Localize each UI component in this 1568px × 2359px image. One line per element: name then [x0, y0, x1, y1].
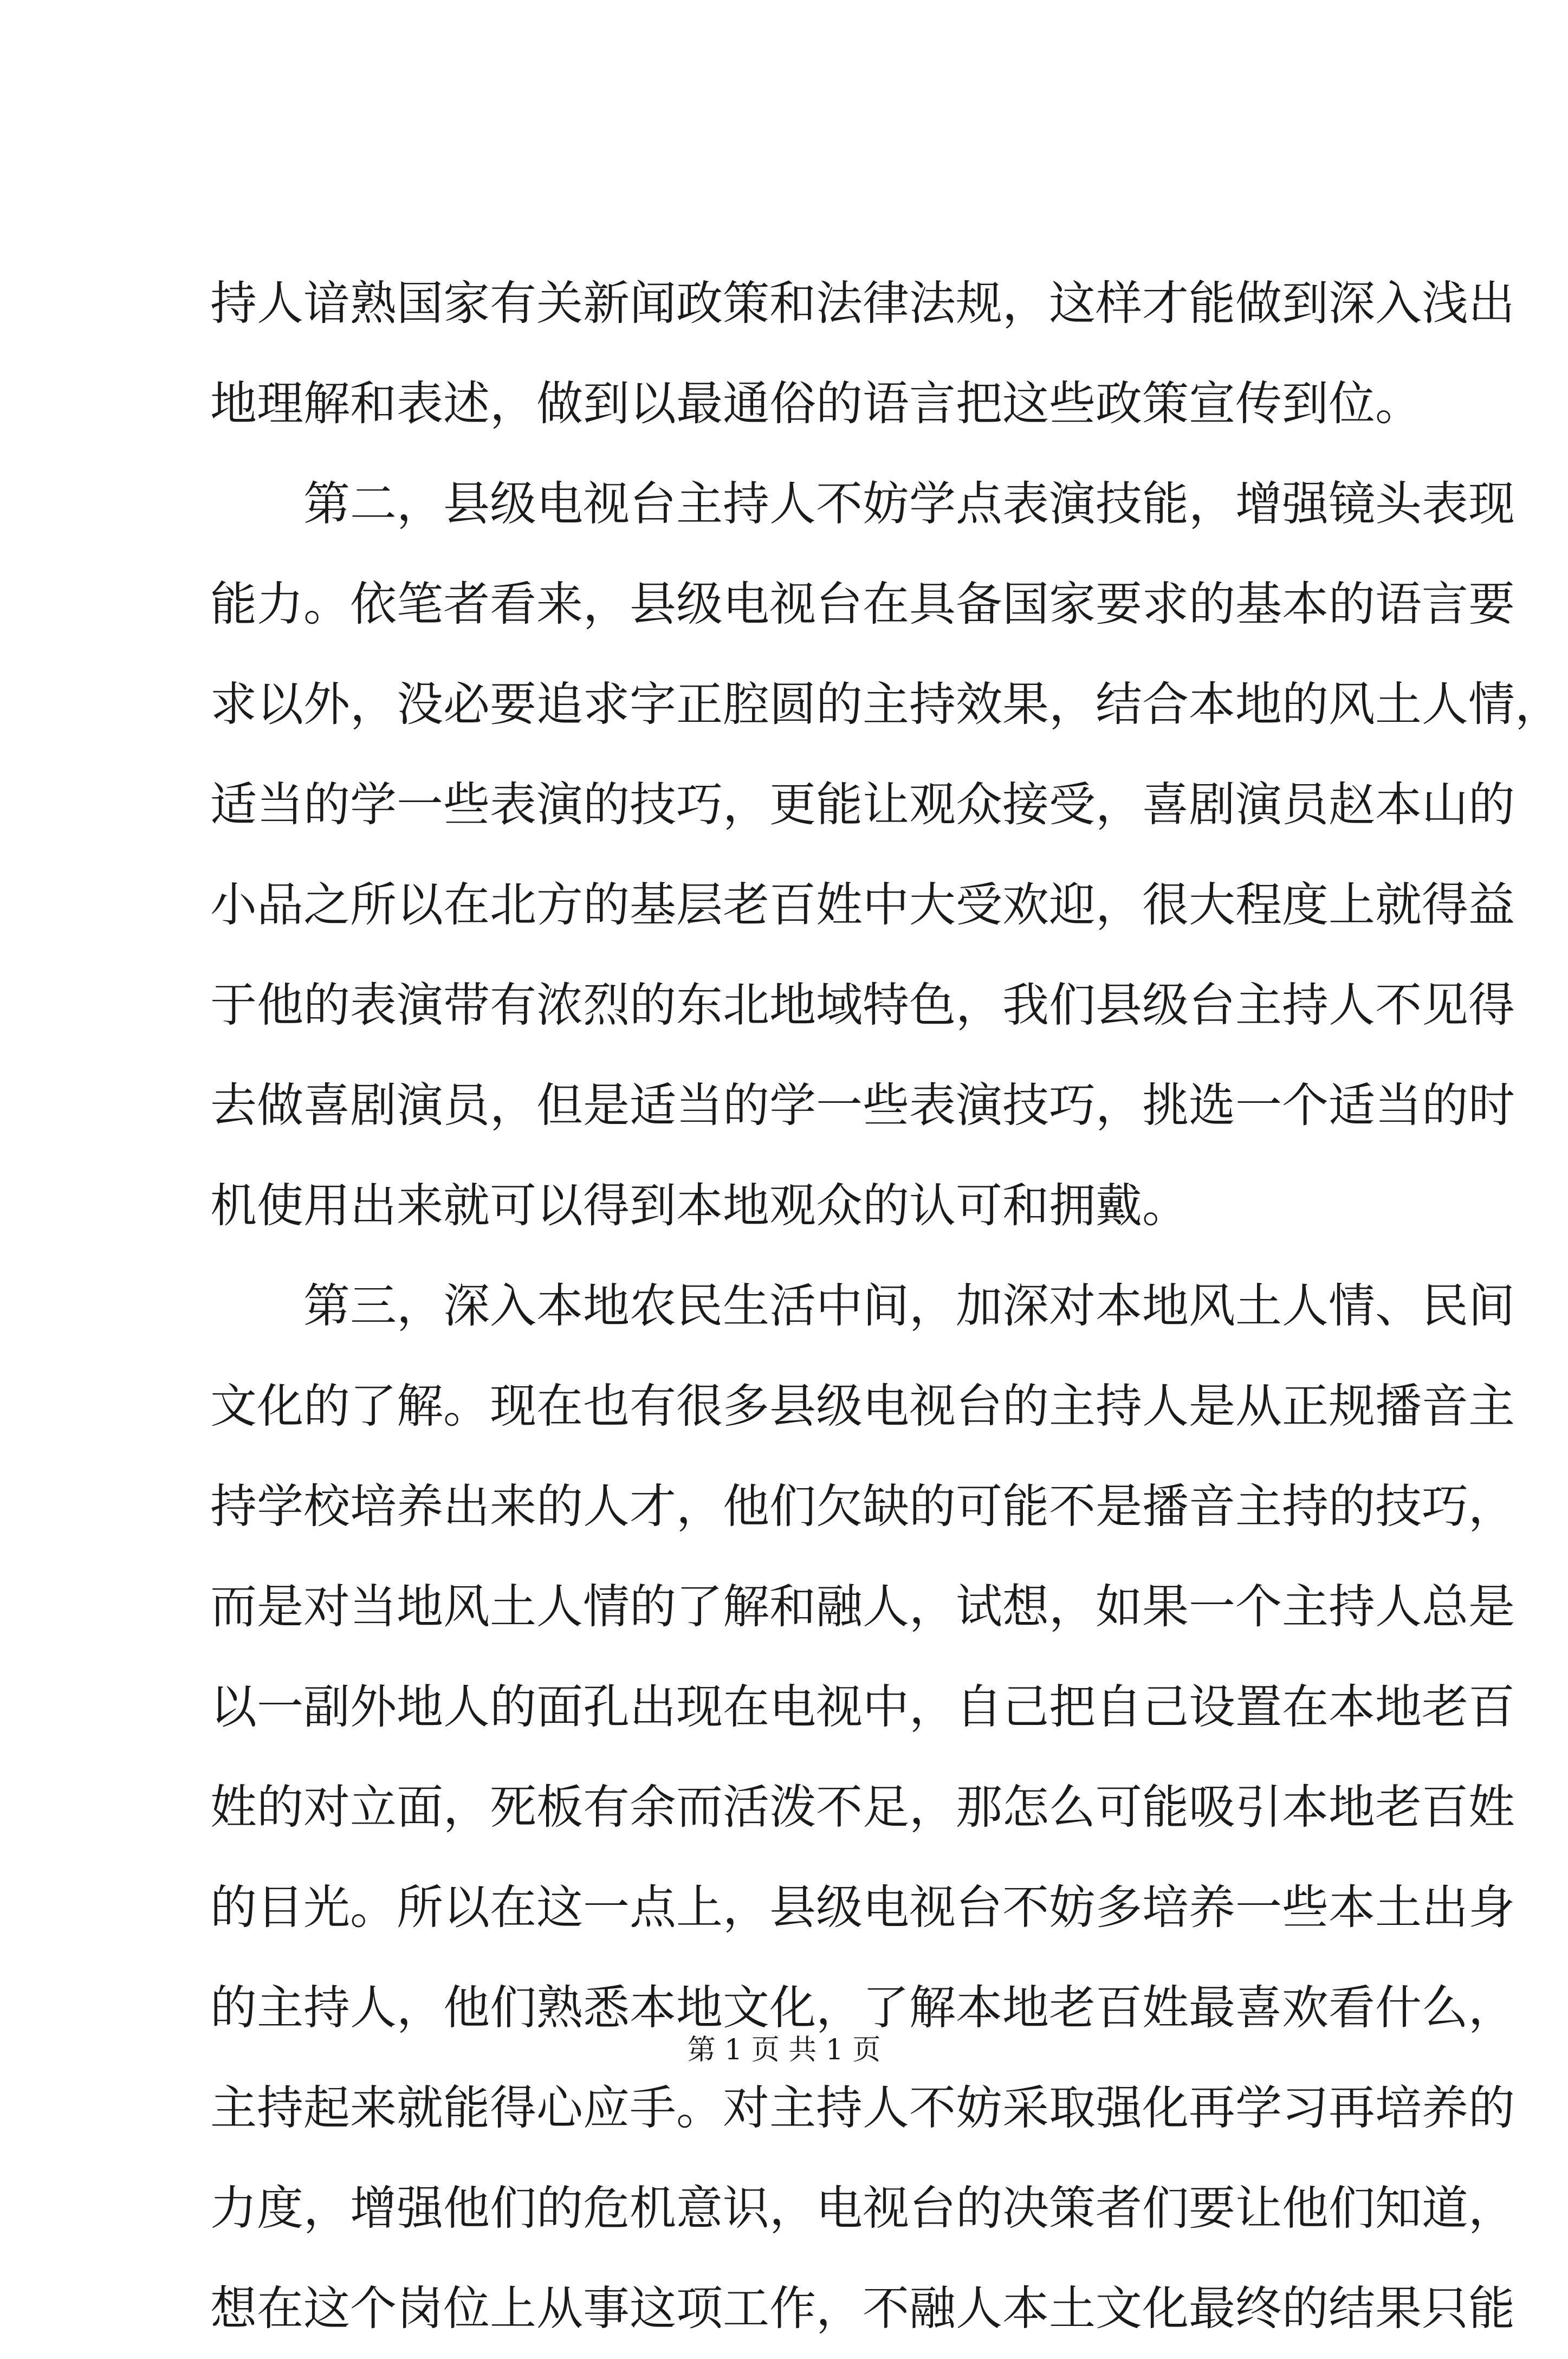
text-line: 小品之所以在北方的基层老百姓中大受欢迎，很大程度上就得益 — [210, 878, 1515, 932]
text-line: 持学校培养出来的人才，他们欠缺的可能不是播音主持的技巧， — [210, 1479, 1515, 1534]
text-line: 主持起来就能得心应手。对主持人不妨采取强化再学习再培养的 — [210, 2081, 1515, 2135]
text-line: 求以外，没必要追求字正腔圆的主持效果，结合本地的风土人情， — [210, 677, 1561, 732]
text-line: 地理解和表述，做到以最通俗的语言把这些政策宣传到位。 — [210, 377, 1422, 431]
text-line: 想在这个岗位上从事这项工作，不融人本土文化最终的结果只能 — [210, 2282, 1515, 2336]
text-line: 力度，增强他们的危机意识，电视台的决策者们要让他们知道， — [210, 2181, 1515, 2235]
text-line: 以一副外地人的面孔出现在电视中，自己把自己设置在本地老百 — [210, 1680, 1515, 1734]
text-line: 文化的了解。现在也有很多县级电视台的主持人是从正规播音主 — [210, 1379, 1515, 1433]
text-line: 去做喜剧演员，但是适当的学一些表演技巧，挑选一个适当的时 — [210, 1078, 1515, 1133]
text-line: 的主持人，他们熟悉本地文化，了解本地老百姓最喜欢看什么， — [210, 1981, 1515, 2035]
text-line: 适当的学一些表演的技巧，更能让观众接受，喜剧演员赵本山的 — [210, 778, 1515, 832]
text-line: 第三，深入本地农民生活中间，加深对本地风土人情、民间 — [303, 1279, 1515, 1333]
text-line: 于他的表演带有浓烈的东北地域特色，我们县级台主持人不见得 — [210, 978, 1515, 1032]
text-line: 而是对当地风土人情的了解和融人，试想，如果一个主持人总是 — [210, 1580, 1515, 1634]
text-line: 持人谙熟国家有关新闻政策和法律法规，这样才能做到深入浅出 — [210, 276, 1515, 331]
text-line: 姓的对立面，死板有余而活泼不足，那怎么可能吸引本地老百姓 — [210, 1780, 1515, 1834]
page-footer: 第 1 页 共 1 页 — [687, 2034, 881, 2066]
text-line: 能力。依笔者看来，县级电视台在具备国家要求的基本的语言要 — [210, 577, 1515, 631]
text-line: 的目光。所以在这一点上，县级电视台不妨多培养一些本土出身 — [210, 1880, 1515, 1935]
text-line: 机使用出来就可以得到本地观众的认可和拥戴。 — [210, 1179, 1189, 1233]
text-line: 第二，县级电视台主持人不妨学点表演技能，增强镜头表现 — [303, 477, 1515, 531]
